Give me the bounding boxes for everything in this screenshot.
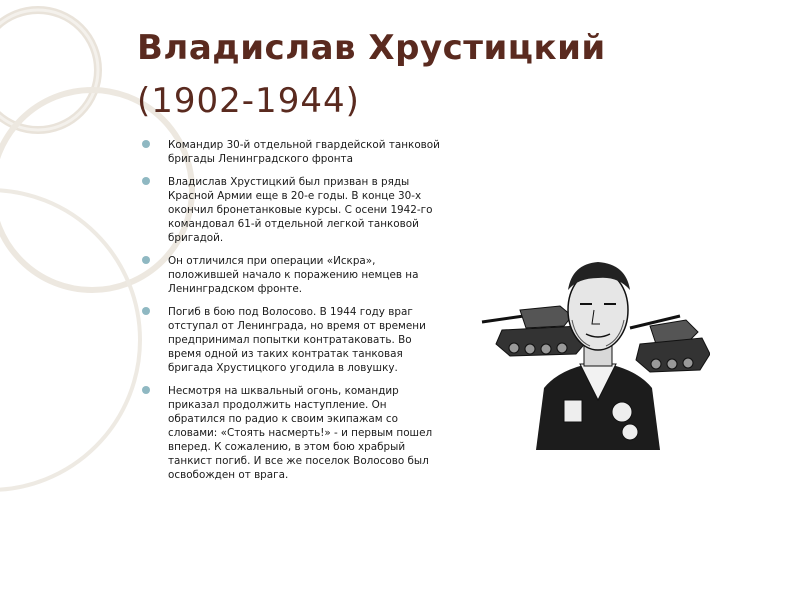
bullet-dot-icon [142, 140, 150, 148]
bullet-dot-icon [142, 177, 150, 185]
bullet-dot-icon [142, 256, 150, 264]
title-years: (1902-1944) [137, 81, 360, 121]
title-name: Владислав Хрустицкий [137, 28, 606, 68]
decor-ring-large [0, 190, 140, 490]
bullet-item-3 [140, 254, 440, 296]
bullet-item-1 [140, 138, 440, 166]
bullet-item-4 [140, 305, 440, 375]
slide-title [137, 26, 777, 124]
bullet-text-1: Командир 30-й отдельной гвардейской танковой бригады Ленинградского фронта [168, 139, 440, 165]
bullet-item-5 [140, 384, 440, 482]
bullet-item-2 [140, 175, 440, 245]
bullet-dot-icon [142, 307, 150, 315]
bullet-text-4: Погиб в бою под Волосово. В 1944 году враг отступал от Ленинграда, но время от времени предпринимал попытки контратаковать. Во время одной из таких контратак танковая бригада Хрустицкого угодила в ловушку. [168, 306, 426, 374]
bullet-text-2: Владислав Хрустицкий был призван в ряды Красной Армии еще в 20-е годы. В конце 30-х окончил бронетанковые курсы. С осени 1942-го командовал 61-й отдельной легкой танковой бригадой. [168, 176, 433, 244]
bullet-list [140, 138, 440, 491]
portrait-with-tanks-illustration [480, 250, 710, 450]
bullet-text-5: Несмотря на шквальный огонь, командир приказал продолжить наступление. Он обратился по радио к своим экипажам со словами: «Стоять насмерть!» - и первым пошел вперед. К сожалению, в этом бою храбрый танкист погиб. И все же поселок Волосово был освобожден от врага. [168, 385, 433, 481]
decor-ring-top [0, 10, 98, 130]
bullet-dot-icon [142, 386, 150, 394]
tank-right-icon [630, 316, 710, 372]
bullet-text-3: Он отличился при операции «Искра», положившей начало к поражению немцев на Ленинградском фронте. [168, 255, 419, 295]
